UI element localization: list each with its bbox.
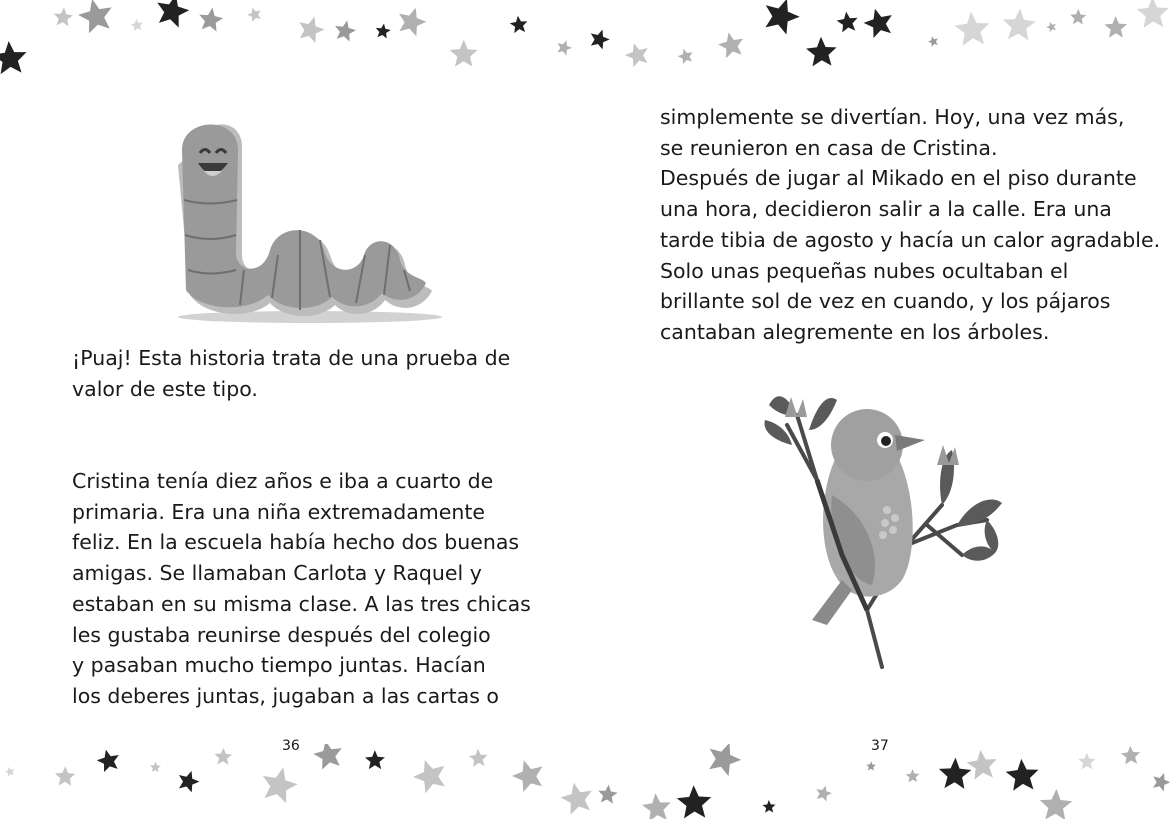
story-line: amigas. Se llamaban Carlota y Raquel y (72, 561, 482, 586)
story-text-right (660, 102, 1160, 348)
page-number-left: 36 (282, 738, 300, 754)
star-icon (409, 754, 451, 795)
star-icon (965, 748, 998, 780)
star-icon (1121, 745, 1141, 764)
star-icon (1078, 753, 1095, 770)
story-line: se reunieron en casa de Cristina. (660, 135, 998, 160)
story-line: los deberes juntas, jugaban a las cartas o (72, 683, 499, 708)
story-line: cantaban alegremente en los árboles. (660, 319, 1050, 344)
story-line: y pasaban mucho tiempo juntas. Hacían (72, 653, 486, 678)
story-line: Después de jugar al Mikado en el piso durante (660, 166, 1137, 191)
star-icon (258, 763, 301, 805)
caption-text (72, 343, 510, 404)
story-line: Cristina tenía diez años e iba a cuarto de (72, 469, 494, 493)
star-icon (641, 792, 672, 819)
star-icon (55, 766, 76, 786)
right-page (585, 0, 1170, 819)
star-icon (1150, 770, 1170, 792)
worm-illustration (160, 105, 450, 330)
star-icon (509, 756, 548, 794)
star-icon (597, 784, 618, 804)
story-line: estaban en su misma clase. A las tres chicas (72, 591, 531, 616)
story-line: les gustaba reunirse después del colegio (72, 622, 491, 647)
star-icon (365, 750, 385, 769)
star-icon (558, 779, 596, 815)
star-icon (906, 769, 920, 783)
caption-line: valor de este tipo. (72, 376, 258, 401)
story-line: feliz. En la escuela había hecho dos buenas (72, 530, 520, 555)
bird-on-branch-illustration (757, 385, 1017, 675)
story-text-left (72, 466, 531, 712)
star-icon (1039, 788, 1073, 819)
bottom-star-border (0, 744, 1170, 819)
caption-line: ¡Puaj! Esta historia trata de una prueba de (72, 346, 511, 370)
story-line: una hora, decidieron salir a la calle. Era una (660, 197, 1112, 222)
star-icon (150, 761, 162, 772)
page-number-right: 37 (871, 738, 889, 754)
star-icon (468, 748, 488, 767)
star-icon (866, 761, 876, 770)
star-icon (938, 757, 971, 789)
star-icon (676, 785, 711, 819)
story-line: primaria. Era una niña extremadamente (72, 499, 486, 524)
star-icon (214, 748, 232, 765)
star-icon (311, 744, 345, 771)
star-icon (95, 747, 122, 773)
story-line: brillante sol de vez en cuando, y los pájaros (660, 289, 1111, 314)
star-icon (175, 768, 202, 794)
story-line: tarde tibia de agosto y hacía un calor agradable. (660, 227, 1161, 252)
star-icon (703, 744, 745, 778)
star-icon (762, 800, 775, 813)
star-icon (4, 766, 16, 777)
story-line: Solo unas pequeñas nubes ocultaban el (660, 258, 1069, 283)
star-icon (814, 783, 834, 802)
star-icon (1005, 758, 1040, 791)
story-line: simplemente se divertían. Hoy, una vez más, (660, 105, 1125, 129)
